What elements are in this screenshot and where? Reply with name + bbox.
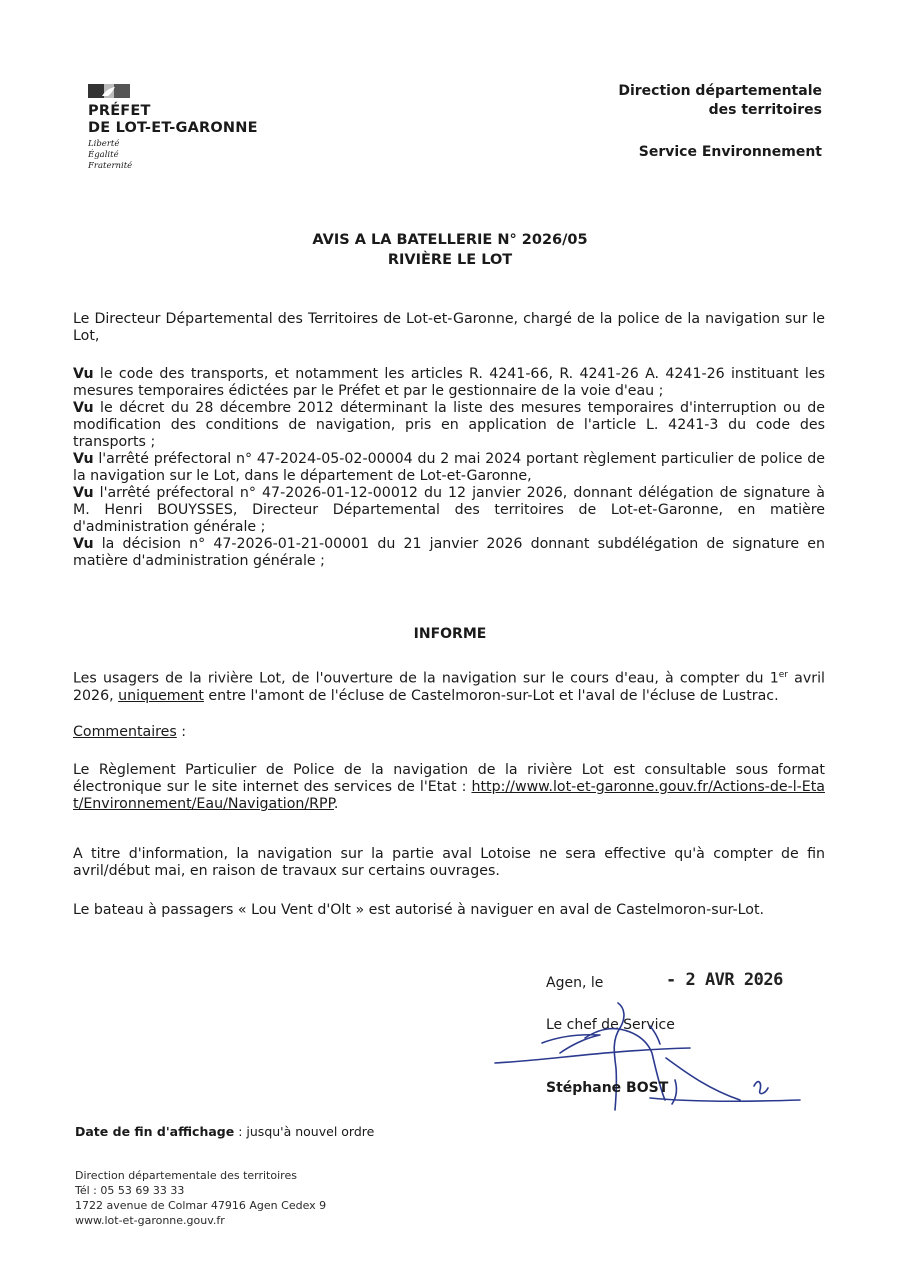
vu-label: Vu (73, 485, 94, 501)
vu-item: Vu le décret du 28 décembre 2012 déterminant la liste des mesures temporaires d'interruption ou de modification des conditions de navigation, pris en application de l'article L. 4241-3 du code des transports ; (73, 400, 826, 450)
signature-role: Le chef de Service (546, 1017, 675, 1033)
footer-address: 1722 avenue de Colmar 47916 Agen Cedex 9 (75, 1199, 327, 1212)
vu-label: Vu (73, 366, 94, 382)
motto-egalite: Égalité (88, 150, 119, 160)
intro-paragraph: Le Directeur Départemental des Territoires de Lot-et-Garonne, chargé de la police de la navigation sur le Lot, (73, 311, 825, 344)
info-paragraph-1: Les usagers de la rivière Lot, de l'ouverture de la navigation sur le cours d'eau, à compter du 1er avril 2026, uniquement entre l'amont de l'écluse de Castelmoron-sur-Lot et l'aval de l'écluse de Lustrac. (73, 670, 825, 704)
commentaires-heading: Commentaires : (73, 724, 187, 740)
issuing-direction (618, 82, 822, 120)
logo-title-line1: PRÉFET (88, 103, 151, 119)
vu-label: Vu (73, 451, 94, 467)
motto-liberte: Liberté (88, 139, 120, 149)
info-paragraph-2: A titre d'information, la navigation sur la partie aval Lotoise ne sera effective qu'à compter de fin avril/début mai, en raison de travaux sur certains ouvrages. (73, 846, 825, 879)
footer-organization: Direction départementale des territoires (75, 1169, 297, 1182)
republic-motto (88, 139, 132, 172)
marianne-logo-icon (88, 84, 130, 98)
vu-item: Vu la décision n° 47-2026-01-21-00001 du 21 janvier 2026 donnant subdélégation de signature en matière d'administration générale ; (73, 536, 825, 569)
title-line2: RIVIÈRE LE LOT (387, 252, 513, 268)
direction-line2: des territoires (708, 102, 822, 118)
title-line1: AVIS A LA BATELLERIE N° 2026/05 (312, 232, 588, 248)
vu-item: Vu l'arrêté préfectoral n° 47-2024-05-02-00004 du 2 mai 2024 portant règlement particulier de police de la navigation sur le Lot, dans le département de Lot-et-Garonne, (73, 451, 826, 484)
info-paragraph-3: Le bateau à passagers « Lou Vent d'Olt » est autorisé à naviguer en aval de Castelmoron-sur-Lot. (73, 902, 765, 918)
signatory-name: Stéphane BOST (546, 1080, 669, 1096)
vu-label: Vu (73, 536, 94, 552)
handwritten-signature (490, 998, 810, 1118)
fin-affichage: Date de fin d'affichage : jusqu'à nouvel ordre (75, 1124, 375, 1139)
logo-title-line2: DE LOT-ET-GARONNE (88, 120, 258, 136)
prefet-logo-title (88, 103, 258, 137)
vu-label: Vu (73, 400, 94, 416)
direction-line1: Direction départementale (618, 83, 822, 99)
vu-list (73, 366, 825, 570)
motto-fraternite: Fraternité (88, 161, 133, 171)
rpp-paragraph: Le Règlement Particulier de Police de la navigation de la rivière Lot est consultable sous format électronique sur le site internet des services de l'Etat : http://www.lot-et-garonne.gouv.fr/Actions-de-l-Etat/Environnement/Eau/Navigation/RPP. (73, 762, 825, 812)
informe-heading: INFORME (413, 626, 487, 642)
service-name: Service Environnement (638, 144, 822, 160)
footer-contact (75, 1168, 326, 1228)
footer-phone: Tél : 05 53 69 33 33 (75, 1184, 185, 1197)
signature-place: Agen, le (546, 975, 604, 991)
document-title (0, 230, 900, 270)
date-stamp: - 2 AVR 2026 (666, 970, 783, 990)
rpp-link[interactable]: http://www.lot-et-garonne.gouv.fr/Actions-de-l-Etat/Environnement/Eau/Navigation/RPP (73, 779, 825, 812)
vu-item: Vu l'arrêté préfectoral n° 47-2026-01-12-00012 du 12 janvier 2026, donnant délégation de signature à M. Henri BOUYSSES, Directeur Départemental des territoires de Lot-et-Garonne, en matière d'administration générale ; (73, 485, 825, 535)
underlined-emphasis: uniquement (118, 687, 204, 704)
footer-website[interactable]: www.lot-et-garonne.gouv.fr (75, 1214, 225, 1227)
vu-item: Vu le code des transports, et notamment les articles R. 4241-66, R. 4241-26 A. 4241-26 instituant les mesures temporaires édictées par le Préfet et par le gestionnaire de la voie d'eau ; (73, 366, 825, 399)
